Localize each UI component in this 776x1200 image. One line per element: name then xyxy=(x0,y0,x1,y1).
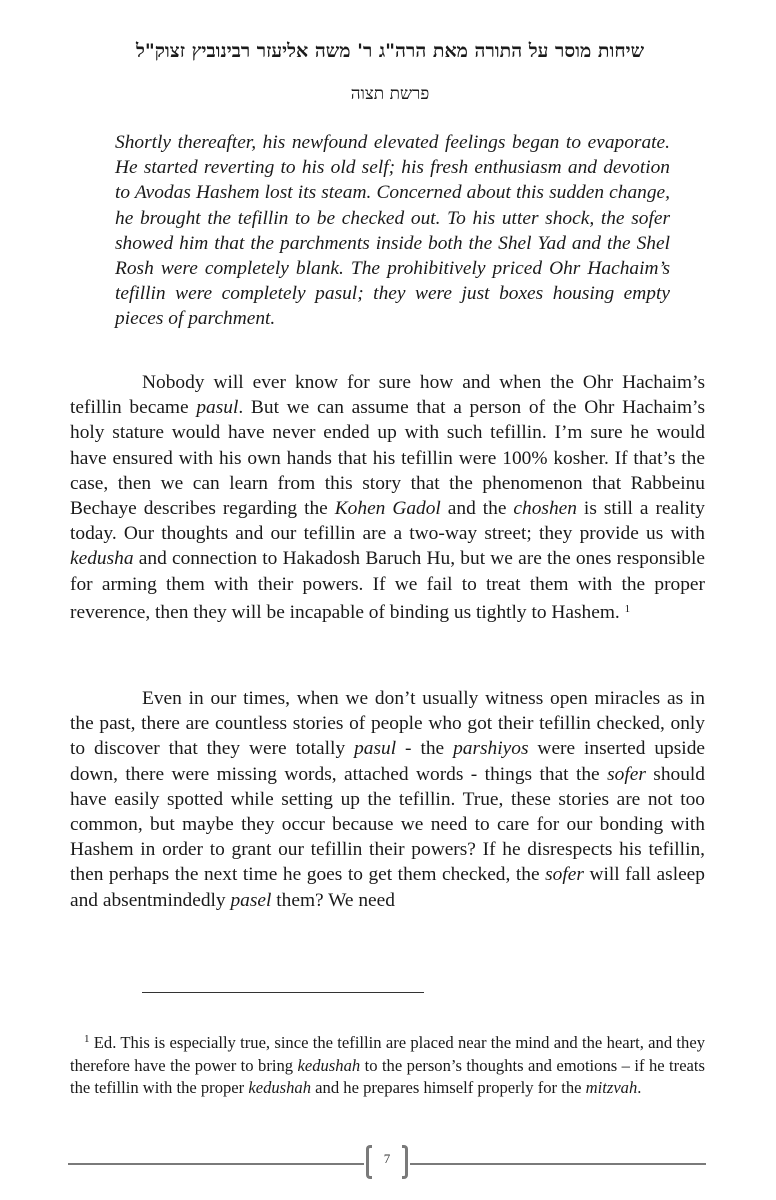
text-run: . xyxy=(637,1078,642,1097)
italic-term: kedusha xyxy=(70,548,134,570)
italic-term: choshen xyxy=(513,498,577,520)
right-bracket-ornament xyxy=(402,1145,408,1179)
italic-term: kedushah xyxy=(297,1055,361,1075)
footer-rule-right xyxy=(410,1163,706,1165)
footnote-1 xyxy=(70,1028,705,1100)
block-quote xyxy=(115,130,670,332)
footnote-separator xyxy=(142,992,424,993)
text-run: and he prepares himself properly for the xyxy=(311,1078,586,1097)
italic-term: sofer xyxy=(545,864,584,886)
page-footer xyxy=(68,1145,706,1181)
paragraph-1 xyxy=(70,370,705,625)
quote-text: Shortly thereafter, his newfound elevated feelings began to evaporate. He started reverting to his old self; his fresh enthusiasm and devotion to Avodas Hashem lost its steam. Concerned about this sudden change, he brought the tefillin to be checked out. To his utter shock, the sofer showed him that the parchments inside both the Shel Yad and the Shel Rosh were completely blank. The prohibitively priced Ohr Hachaim’s tefillin were completely pasul; they were just boxes housing empty pieces of parchment. xyxy=(115,132,670,330)
text-run: - the xyxy=(396,738,454,760)
text-run: is still a reality today. Our thoughts and our tefillin are a two-way street; they provide us with xyxy=(70,498,705,545)
footnote-marker: 1 xyxy=(84,1033,90,1045)
italic-term: pasul xyxy=(354,738,397,760)
text-run: to the person’s thoughts and emotions – if he treats the tefillin with the proper xyxy=(70,1055,705,1097)
text-run: and connection to Hakadosh Baruch Hu, but we are the ones responsible for arming them with their powers. If we fail to treat them with the proper reverence, then they will be incapable of binding us tightly to Hashem. xyxy=(70,548,705,623)
italic-term: mitzvah xyxy=(585,1078,638,1097)
text-run: Nobody will ever know for sure how and when the Ohr Hachaim’s tefillin became xyxy=(70,372,705,419)
italic-term: kedushah xyxy=(248,1078,312,1097)
text-run: Ed. This is especially true, since the tefillin are placed near the mind and the heart, and they therefore have the power to bring xyxy=(70,1033,705,1075)
running-header-title: שיחות מוסר על התורה מאת הרה"ג ר' משה אליעזר רבינוביץ זצוק"ל xyxy=(135,40,645,62)
paragraph-2 xyxy=(70,686,705,913)
italic-term: pasul xyxy=(196,397,239,419)
text-run: and the xyxy=(440,498,514,520)
running-header-parsha: פרשת תצוה xyxy=(350,84,430,104)
text-run: . But we can assume that a person of the Ohr Hachaim’s holy stature would have never ended up with such tefillin. I’m sure he would have ensured with his own hands that his tefillin were 100% kosher. If that’s the case, then we can learn from this story that the phenomenon that Rabbeinu Bechaye describes regarding the xyxy=(70,397,705,520)
text-run: Even in our times, when we don’t usually witness open miracles as in the past, there are countless stories of people who got their tefillin checked, only to discover that they were totally xyxy=(70,688,705,760)
text-run: were inserted upside down, there were missing words, attached words - things that the xyxy=(70,738,705,785)
page-number: 7 xyxy=(383,1151,391,1166)
footnote-reference[interactable]: 1 xyxy=(624,602,631,615)
italic-term: parshiyos xyxy=(453,738,529,760)
text-run: them? We need xyxy=(271,889,395,911)
italic-term: pasel xyxy=(230,889,272,911)
italic-term: sofer xyxy=(607,763,646,785)
text-run: should have easily spotted while setting up the tefillin. True, these stories are not too common, but maybe they occur because we need to care for our bonding with Hashem in order to grant our tefillin their powers? If he disrespects his tefillin, then perhaps the next time he goes to get them checked, the xyxy=(70,763,705,886)
text-run: will fall asleep and absentmindedly xyxy=(70,864,705,911)
italic-term: Kohen Gadol xyxy=(334,498,441,520)
